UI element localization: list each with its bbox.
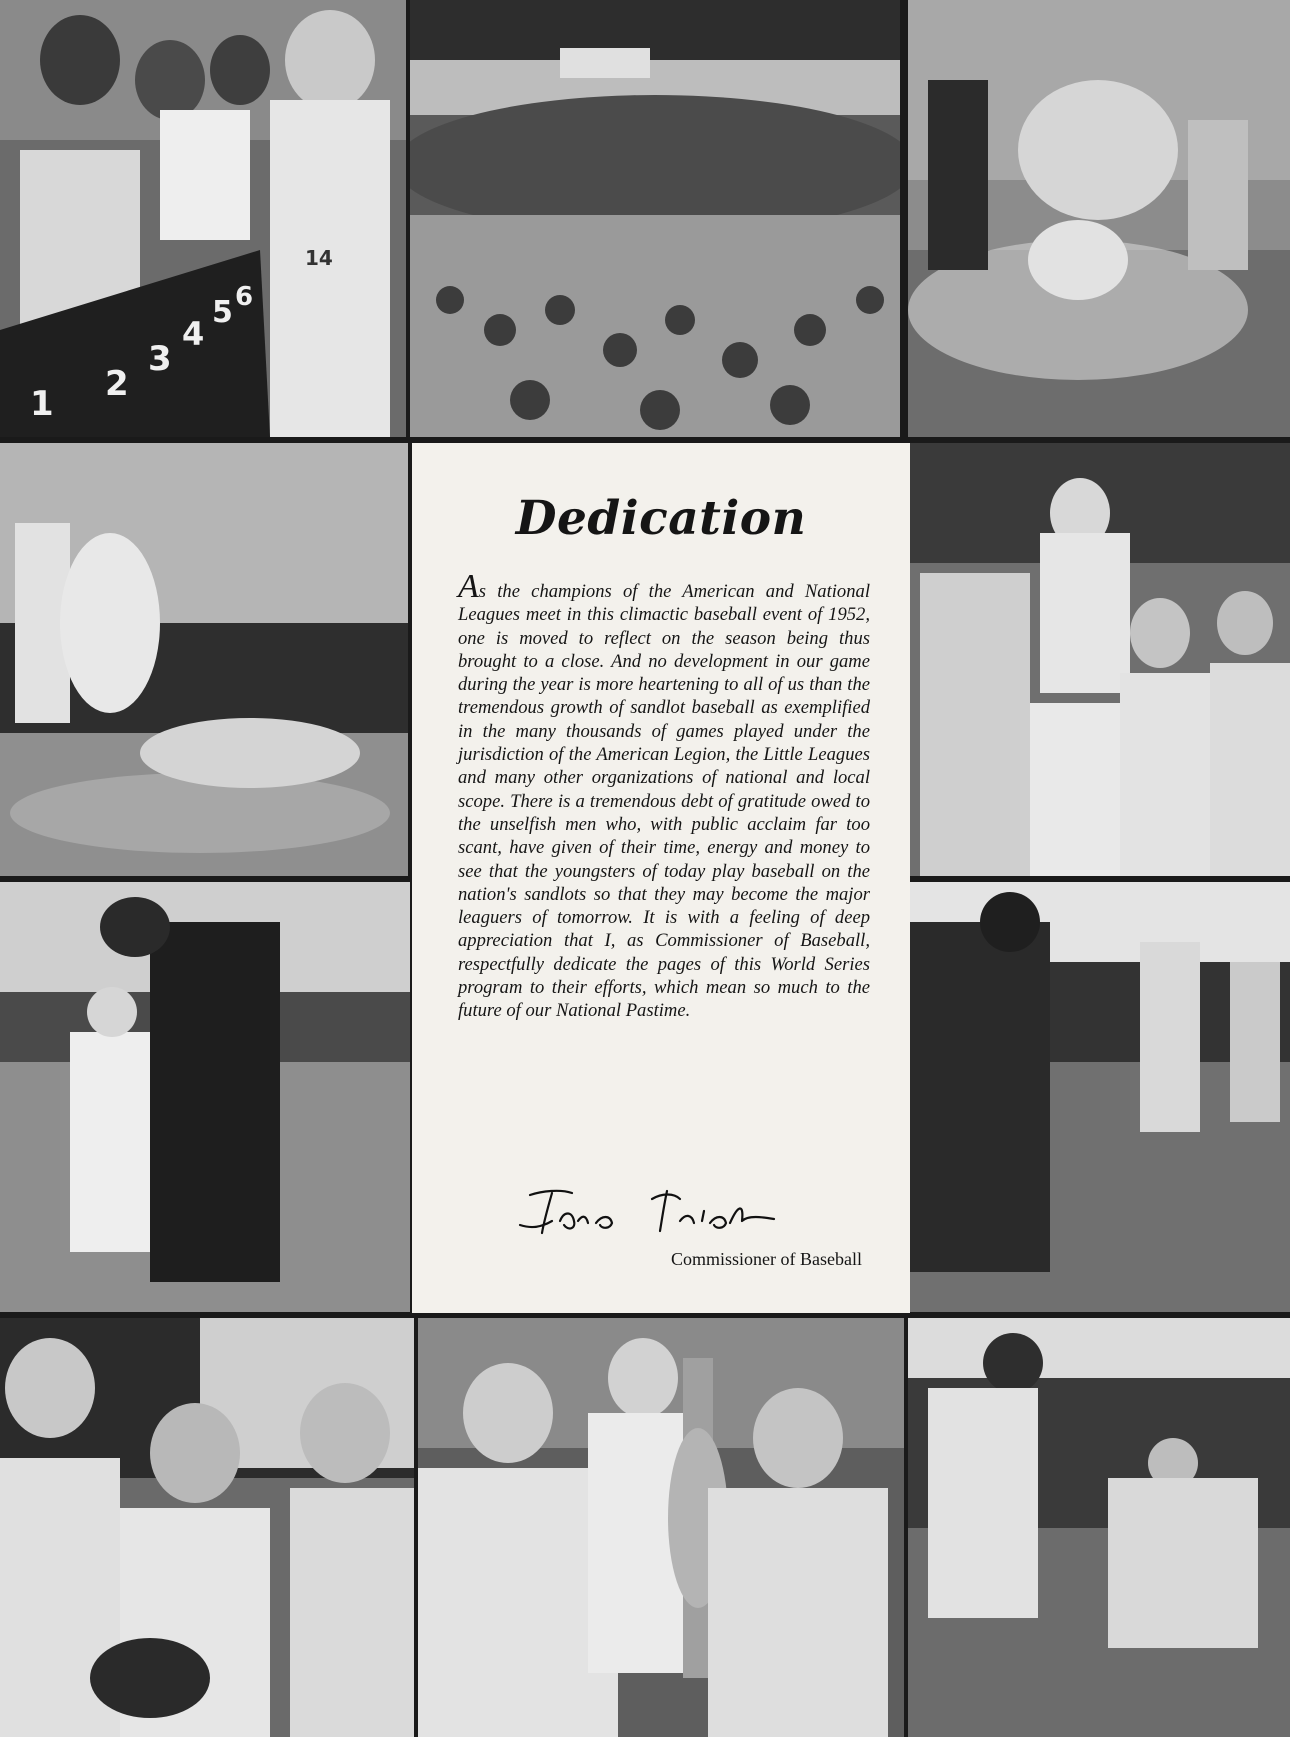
dedication-title: Dedication — [515, 491, 807, 546]
svg-text:6: 6 — [235, 282, 254, 312]
photo-pitcher-carried — [910, 443, 1290, 876]
drop-cap: A — [458, 568, 479, 605]
signatory-title: Commissioner of Baseball — [671, 1249, 862, 1269]
dedication-panel — [412, 443, 910, 1313]
svg-text:3: 3 — [148, 339, 172, 379]
svg-text:5: 5 — [212, 295, 233, 330]
dedication-body — [458, 568, 870, 1023]
svg-text:4: 4 — [182, 315, 205, 353]
photo-stadium-overview — [410, 0, 900, 437]
photo-umpire-young-boy — [0, 882, 410, 1312]
photo-pennsylvania-team — [0, 1318, 414, 1737]
dedication-text: s the champions of the American and National Leagues meet in this climactic baseball event of 1952, one is moved to reflect on the season being thus brought to a close. And no development in our game during the year is more heartening to all of us than the tremendous growth of sandlot baseball as exemplified in the many thousands of games played under the jurisdiction of the American Legion, the Little Leagues and many other organizations of national and local scope. There is a tremendous debt of gratitude owed to the unselfish men who, with public acclaim far too scant, have given of their time, energy and money to see that the youngsters of today play baseball on the nation's sandlots so that they may become the major leaguers of tomorrow. It is with a feeling of deep appreciation that I, as Commissioner of Baseball, respectfully dedicate the pages of this World Series program to their efforts, which mean so much to the future of our National Pastime. — [458, 581, 870, 1022]
svg-text:14: 14 — [305, 246, 333, 270]
photo-play-at-plate-dust — [908, 0, 1290, 437]
signature-image — [512, 1181, 782, 1241]
svg-text:1: 1 — [30, 384, 54, 424]
photo-fans-autograph — [0, 0, 406, 437]
photo-runner-umpire — [910, 882, 1290, 1312]
svg-text:2: 2 — [105, 364, 129, 404]
photo-trophy-group — [418, 1318, 904, 1737]
photo-running-to-base — [908, 1318, 1290, 1737]
photo-slide-into-base — [0, 443, 408, 876]
